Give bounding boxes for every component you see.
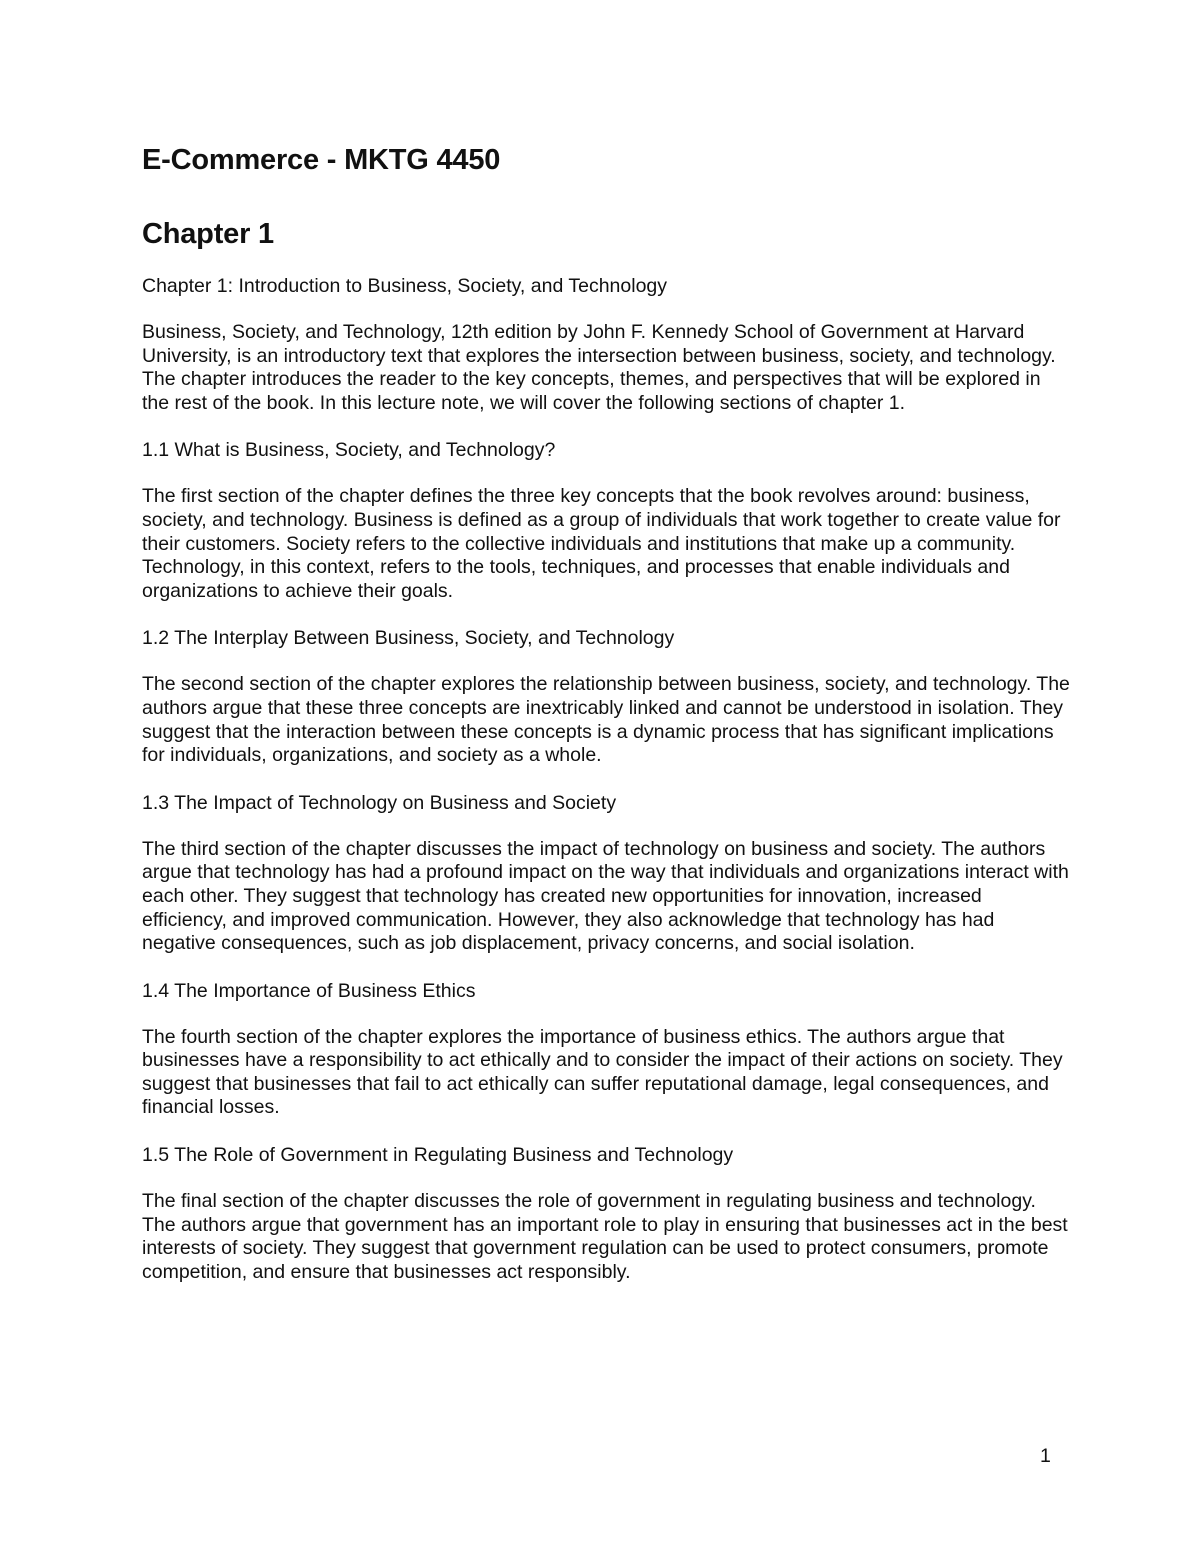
section-1-1 <box>142 438 1072 603</box>
chapter-subtitle: Chapter 1: Introduction to Business, Society, and Technology <box>142 275 668 297</box>
section-body: The second section of the chapter explores the relationship between business, society, and technology. The authors argue that these three concepts are inextricably linked and cannot be understood in isolation. They suggest that the interaction between these concepts is a dynamic process that has significant implications for individuals, organizations, and society as a whole. <box>142 673 1070 767</box>
section-heading: 1.1 What is Business, Society, and Technology? <box>142 439 556 462</box>
section-1-4 <box>142 979 1072 1120</box>
section-body: The fourth section of the chapter explores the importance of business ethics. The authors argue that businesses have a responsibility to act ethically and to consider the impact of their actions on society. They suggest that businesses that fail to act ethically can suffer reputational damage, legal consequences, and financial losses. <box>142 1025 1063 1119</box>
section-1-3 <box>142 791 1072 956</box>
section-heading: 1.3 The Impact of Technology on Business and Society <box>142 791 617 814</box>
section-heading: 1.5 The Role of Government in Regulating Business and Technology <box>142 1144 734 1167</box>
section-1-2 <box>142 626 1072 767</box>
section-body: The third section of the chapter discusses the impact of technology on business and society. The authors argue that technology has had a profound impact on the way that individuals and organizations interact with each other. They suggest that technology has created new opportunities for innovation, increased efficiency, and improved communication. However, they also acknowledge that technology has had negative consequences, such as job displacement, privacy concerns, and social isolation. <box>142 837 1069 955</box>
section-1-5 <box>142 1143 1072 1284</box>
document-title: E-Commerce - MKTG 4450 <box>142 144 501 176</box>
section-body: The final section of the chapter discusses the role of government in regulating business and technology. The authors argue that government has an important role to play in ensuring that businesses act in the best interests of society. They suggest that government regulation can be used to protect consumers, promote competition, and ensure that businesses act responsibly. <box>142 1190 1068 1283</box>
document-page <box>142 140 1072 1284</box>
section-heading: 1.4 The Importance of Business Ethics <box>142 979 476 1002</box>
page-number: 1 <box>1040 1445 1051 1467</box>
section-body: The first section of the chapter defines the three key concepts that the book revolves around: business, society, and technology. Business is defined as a group of individuals that work together to create value for their customers. Society refers to the collective individuals and institutions that make up a community. Technology, in this context, refers to the tools, techniques, and processes that enable individuals and organizations to achieve their goals. <box>142 485 1061 602</box>
section-heading: 1.2 The Interplay Between Business, Society, and Technology <box>142 627 675 650</box>
intro-paragraph: Business, Society, and Technology, 12th edition by John F. Kennedy School of Government at Harvard University, is an introductory text that explores the intersection between business, society, and technology. The chapter introduces the reader to the key concepts, themes, and perspectives that will be explored in the rest of the book. In this lecture note, we will cover the following sections of chapter 1. <box>142 321 1056 414</box>
chapter-title: Chapter 1 <box>142 218 274 250</box>
